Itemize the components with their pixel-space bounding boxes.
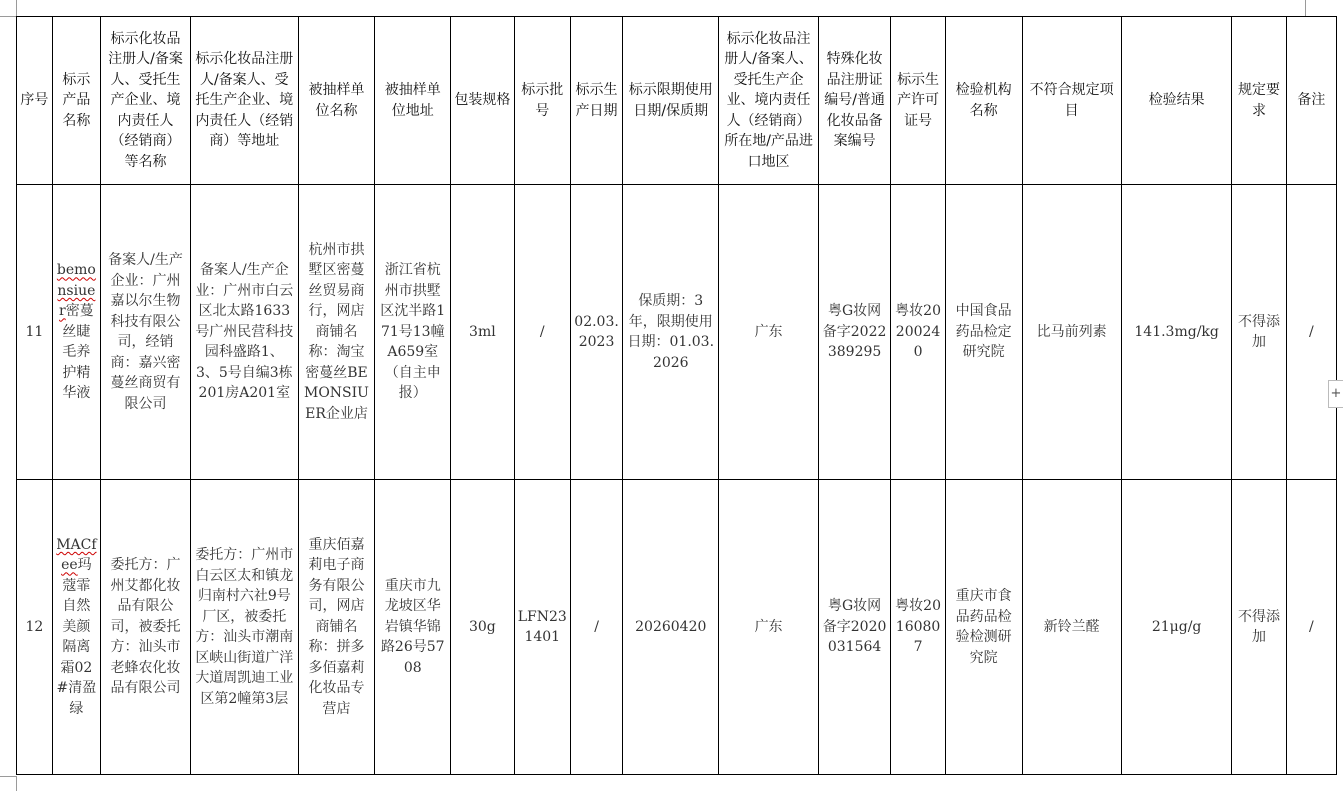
production-date: 02.03.2023 (570, 185, 622, 480)
header-cell: 标示化妆品注册人/备案人、受托生产企业、境内责任人（经销商）等名称 (100, 17, 190, 185)
crop-mark-top-left (0, 16, 16, 17)
sampled-unit-address: 浙江省杭州市拱墅区沈半路171号13幢A659室（自主申报） (375, 185, 451, 480)
inspection-result: 21μg/g (1121, 480, 1232, 775)
header-cell: 规定要求 (1232, 17, 1286, 185)
crop-mark-left (16, 0, 17, 16)
requirement: 不得添加 (1232, 480, 1286, 775)
nonconforming-item: 比马前列素 (1022, 185, 1121, 480)
company-address: 备案人/生产企业：广州市白云区北太路1633号广州民营科技园科盛路1、3、5号自编3栋201房A201室 (191, 185, 299, 480)
package-spec: 30g (451, 480, 514, 775)
sampled-unit-name: 重庆佰嘉莉电子商务有限公司，网店商铺名称：拼多多佰嘉莉化妆品专营店 (298, 480, 375, 775)
region: 广东 (719, 185, 818, 480)
batch-number: LFN231401 (514, 480, 570, 775)
header-row (17, 17, 1337, 185)
batch-number: / (514, 185, 570, 480)
sampled-unit-address: 重庆市九龙坡区华岩镇华锦路26号5708 (375, 480, 451, 775)
inspection-lab: 重庆市食品药品检验检测研究院 (945, 480, 1022, 775)
header-cell: 检验结果 (1121, 17, 1232, 185)
table-row (17, 185, 1337, 480)
header-cell: 标示批号 (514, 17, 570, 185)
add-column-button[interactable]: + (1328, 380, 1343, 408)
header-cell: 标示化妆品注册人/备案人、受托生产企业、境内责任人（经销商）所在地/产品进口地区 (719, 17, 818, 185)
filing-number: 粤G妆网备字2022389295 (818, 185, 891, 480)
production-license: 粤妆20160807 (891, 480, 945, 775)
inspection-result: 141.3mg/kg (1121, 185, 1232, 480)
product-name (52, 185, 100, 480)
production-date: / (570, 480, 622, 775)
product-brand-spellcheck: MACfee (56, 536, 97, 574)
header-cell: 包装规格 (451, 17, 514, 185)
crop-mark-right (1305, 0, 1306, 16)
header-cell: 标示限期使用日期/保质期 (623, 17, 719, 185)
header-cell: 检验机构名称 (945, 17, 1022, 185)
region: 广东 (719, 480, 818, 775)
header-cell: 标示化妆品注册人/备案人、受托生产企业、境内责任人（经销商）等地址 (191, 17, 299, 185)
table-row (17, 480, 1337, 775)
crop-mark-bottom-left-h (0, 776, 16, 777)
company-address: 委托方：广州市白云区太和镇龙归南村六社9号厂区，被委托方：汕头市潮南区峡山街道广洋大道周凯迪工业区第2幢第3层 (191, 480, 299, 775)
row-number: 11 (17, 185, 53, 480)
expiry-date: 20260420 (623, 480, 719, 775)
company-name: 委托方：广州艾都化妆品有限公司，被委托方：汕头市老蜂农化妆品有限公司 (100, 480, 190, 775)
filing-number: 粤G妆网备字2020031564 (818, 480, 891, 775)
header-cell: 被抽样单位地址 (375, 17, 451, 185)
product-name (52, 480, 100, 775)
crop-mark-bottom-left (16, 776, 17, 791)
header-cell: 被抽样单位名称 (298, 17, 375, 185)
header-cell: 标示产品名称 (52, 17, 100, 185)
requirement: 不得添加 (1232, 185, 1286, 480)
sampled-unit-name: 杭州市拱墅区密蔓丝贸易商行，网店商铺名称：淘宝密蔓丝BEMONSIUER企业店 (298, 185, 375, 480)
company-name: 备案人/生产企业：广州嘉以尔生物科技有限公司，经销商：嘉兴密蔓丝商贸有限公司 (100, 185, 190, 480)
expiry-date: 保质期：3年，限期使用日期：01.03.2026 (623, 185, 719, 480)
nonconforming-item: 新铃兰醛 (1022, 480, 1121, 775)
production-license: 粤妆20200240 (891, 185, 945, 480)
package-spec: 3ml (451, 185, 514, 480)
header-cell: 标示生产日期 (570, 17, 622, 185)
remark: / (1286, 185, 1336, 480)
header-cell: 标示生产许可证号 (891, 17, 945, 185)
header-cell: 特殊化妆品注册证编号/普通化妆品备案编号 (818, 17, 891, 185)
product-name-rest: 密蔓丝睫毛养护精华液 (62, 303, 94, 402)
header-cell: 备注 (1286, 17, 1336, 185)
header-cell: 序号 (17, 17, 53, 185)
remark: / (1286, 480, 1336, 775)
inspection-lab: 中国食品药品检定研究院 (945, 185, 1022, 480)
inspection-results-table (16, 16, 1337, 775)
header-cell: 不符合规定项目 (1022, 17, 1121, 185)
product-brand-spellcheck: bemonsiuer (56, 262, 96, 320)
product-name-rest: 玛蔻霏自然美颜隔离霜02#清盈绿 (56, 557, 97, 717)
row-number: 12 (17, 480, 53, 775)
